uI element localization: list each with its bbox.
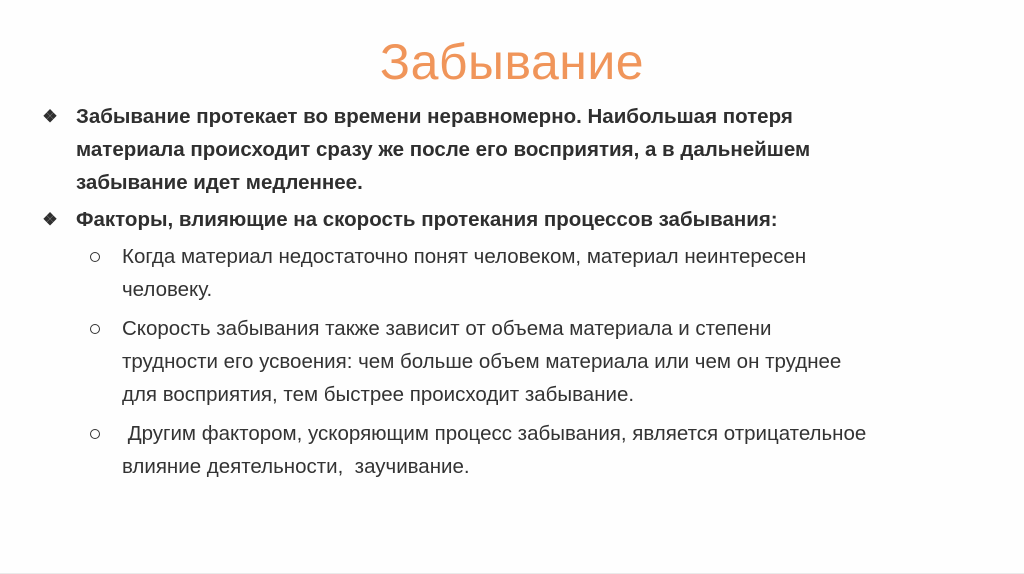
bullet-point-factors: [40, 203, 1000, 236]
sub-line: Когда материал недостаточно понят человеком, материал неинтересен: [122, 245, 807, 268]
circle-bullet-icon: [90, 324, 100, 334]
sub-line: для восприятия, тем быстрее происходит забывание.: [122, 383, 635, 406]
sub-line: влияние деятельности, заучивание.: [122, 455, 470, 478]
diamond-bullet-icon: ❖: [42, 107, 58, 126]
circle-bullet-icon: [90, 252, 100, 262]
sub-point-volume-difficulty: [40, 312, 1000, 411]
sub-point-negative-influence: [40, 417, 1000, 483]
slide-content: [40, 100, 1000, 489]
sub-line: Другим фактором, ускоряющим процесс забывания, является отрицательное: [122, 422, 867, 445]
slide-title: Забывание: [379, 34, 645, 90]
sub-line: человеку.: [122, 278, 213, 301]
sub-line: трудности его усвоения: чем больше объем материала или чем он труднее: [122, 350, 842, 373]
circle-bullet-icon: [90, 429, 100, 439]
bullet-point-forgetting-uneven: [40, 100, 1000, 199]
bullet-line: Забывание протекает во времени неравномерно. Наибольшая потеря: [76, 105, 793, 128]
bullet-line: Факторы, влияющие на скорость протекания процессов забывания:: [76, 208, 778, 231]
sub-point-not-understood: [40, 240, 1000, 306]
bullet-line: забывание идет медленнее.: [76, 171, 363, 194]
diamond-bullet-icon: ❖: [42, 210, 58, 229]
bullet-line: материала происходит сразу же после его восприятия, а в дальнейшем: [76, 138, 811, 161]
sub-line: Скорость забывания также зависит от объема материала и степени: [122, 317, 772, 340]
